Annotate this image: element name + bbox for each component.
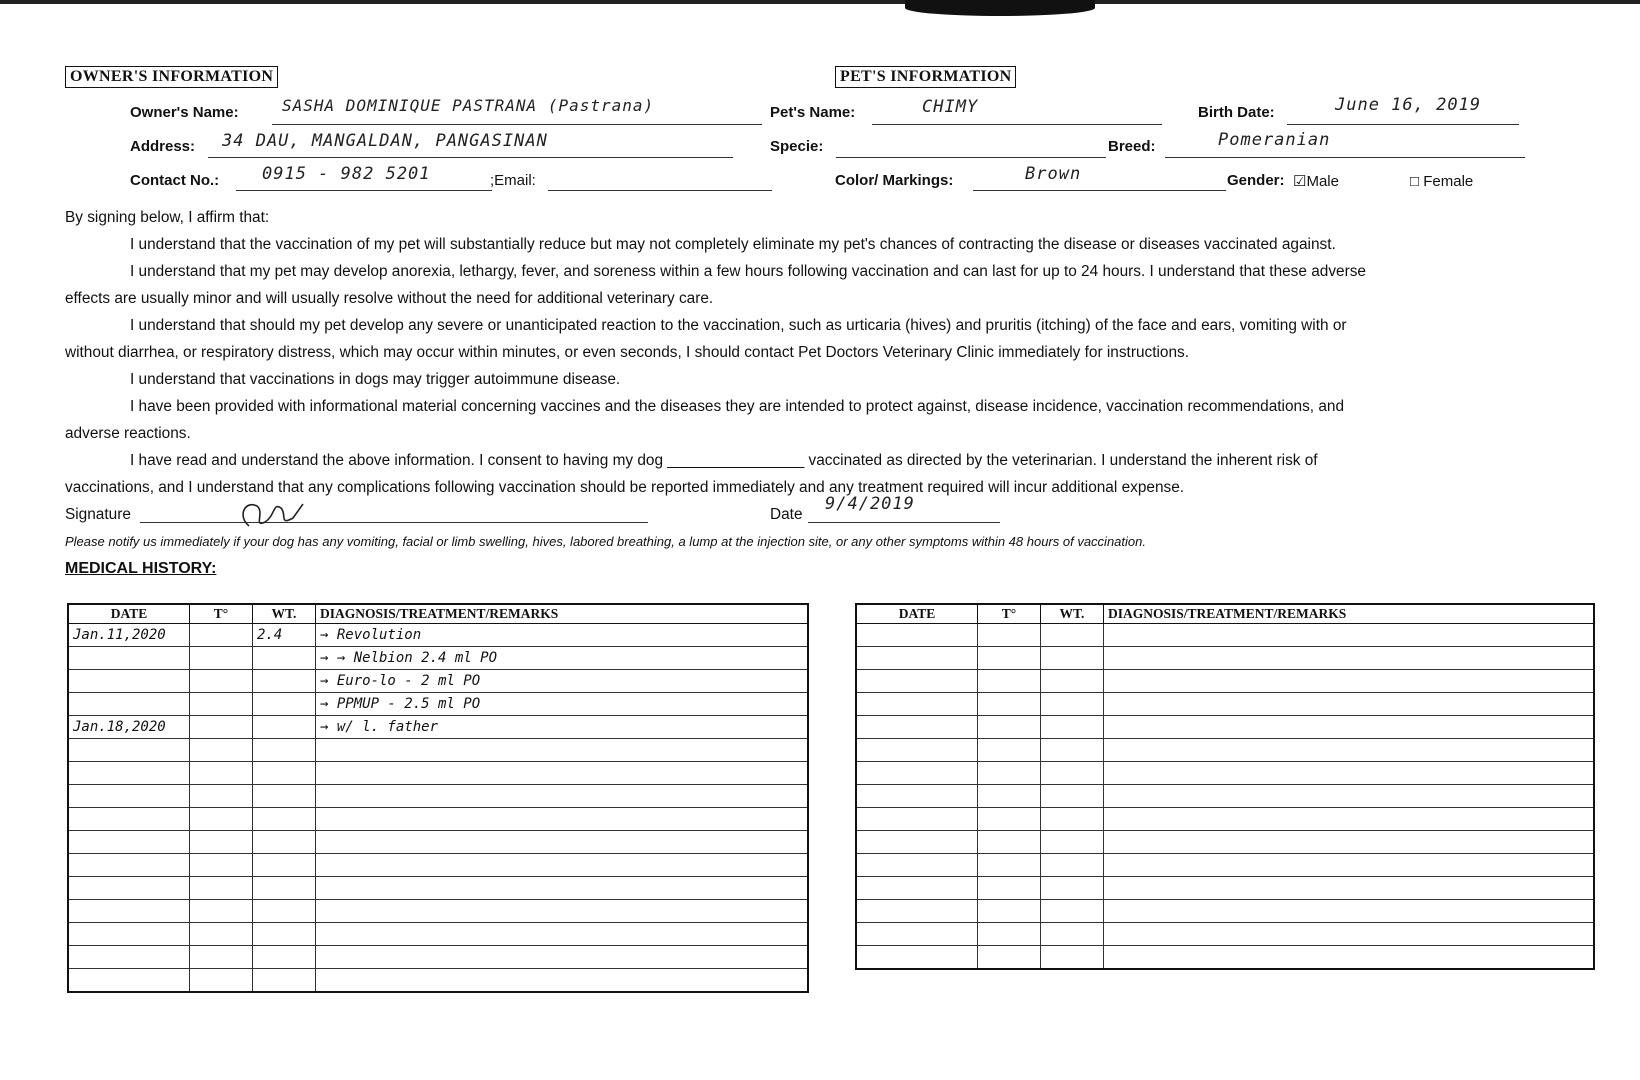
cell-date[interactable] [68, 854, 190, 877]
table-row [68, 831, 808, 854]
table-row [856, 739, 1594, 762]
cell-date[interactable] [856, 785, 978, 808]
cell-temperature[interactable] [978, 762, 1041, 785]
cell-diagnosis[interactable]: → Revolution [316, 624, 809, 647]
table-row [856, 670, 1594, 693]
table-row [68, 946, 808, 969]
cell-diagnosis[interactable] [1104, 739, 1595, 762]
header-weight: WT. [1041, 604, 1104, 624]
cell-temperature[interactable] [190, 647, 253, 670]
cell-weight[interactable] [1041, 739, 1104, 762]
table-row [856, 808, 1594, 831]
consent-paragraph-6b: vaccinations, and I understand that any complications following vaccination should be reported immediately and any treatment required will incur additional expense. [65, 479, 1185, 496]
cell-weight[interactable] [253, 831, 316, 854]
cell-weight[interactable] [1041, 647, 1104, 670]
cell-temperature[interactable] [190, 762, 253, 785]
consent-paragraph-5a: I have been provided with informational material concerning vaccines and the diseases they are intended to protect against, disease incidence, vaccination recommendations, and [130, 398, 1345, 415]
cell-temperature[interactable] [978, 923, 1041, 946]
cell-temperature[interactable] [190, 946, 253, 969]
cell-weight[interactable] [1041, 923, 1104, 946]
scan-artifact [905, 0, 1095, 16]
scan-edge [0, 0, 1640, 4]
cell-date[interactable] [856, 670, 978, 693]
cell-diagnosis[interactable] [316, 808, 809, 831]
table-row [68, 900, 808, 923]
cell-weight[interactable] [1041, 831, 1104, 854]
cell-diagnosis[interactable] [316, 739, 809, 762]
cell-date[interactable] [856, 693, 978, 716]
pet-name-value[interactable]: CHIMY [922, 97, 979, 117]
cell-date[interactable] [856, 831, 978, 854]
cell-weight[interactable] [1041, 808, 1104, 831]
table-row [68, 785, 808, 808]
table-header-row [68, 604, 808, 624]
cell-diagnosis[interactable] [1104, 877, 1595, 900]
cell-date[interactable] [68, 670, 190, 693]
cell-temperature[interactable] [978, 670, 1041, 693]
cell-weight[interactable] [1041, 854, 1104, 877]
cell-weight[interactable] [253, 900, 316, 923]
cell-temperature[interactable] [190, 854, 253, 877]
cell-diagnosis[interactable] [1104, 693, 1595, 716]
table-row [856, 716, 1594, 739]
cell-date[interactable] [856, 716, 978, 739]
header-temperature: T° [190, 604, 253, 624]
cell-temperature[interactable] [978, 808, 1041, 831]
cell-weight[interactable] [253, 739, 316, 762]
cell-diagnosis[interactable]: → → Nelbion 2.4 ml PO [316, 647, 809, 670]
cell-temperature[interactable] [978, 877, 1041, 900]
cell-diagnosis[interactable]: → PPMUP - 2.5 ml PO [316, 693, 809, 716]
notify-note: Please notify us immediately if your dog has any vomiting, facial or limb swelling, hives, labored breathing, a lump at the injection site, or any other symptoms within 48 hours of vaccination. [65, 534, 1146, 549]
cell-temperature[interactable] [190, 877, 253, 900]
signature-date-value[interactable]: 9/4/2019 [825, 494, 915, 514]
cell-weight[interactable]: 2.4 [253, 624, 316, 647]
cell-weight[interactable] [1041, 624, 1104, 647]
pet-name-label: Pet's Name: [770, 104, 856, 121]
cell-date[interactable] [68, 900, 190, 923]
cell-weight[interactable] [253, 946, 316, 969]
cell-weight[interactable] [253, 969, 316, 993]
email-line [548, 190, 772, 191]
cell-date[interactable] [68, 923, 190, 946]
header-date: DATE [856, 604, 978, 624]
cell-diagnosis[interactable] [1104, 946, 1595, 970]
email-label: ;Email: [490, 172, 536, 189]
cell-temperature[interactable] [978, 716, 1041, 739]
table-row [68, 762, 808, 785]
cell-weight[interactable] [253, 670, 316, 693]
cell-temperature[interactable] [978, 854, 1041, 877]
consent-paragraph-1: I understand that the vaccination of my pet will substantially reduce but may not completely eliminate my pet's chances of contracting the disease or diseases vaccinated against. [130, 236, 1336, 253]
cell-weight[interactable] [253, 762, 316, 785]
specie-line [836, 157, 1106, 158]
cell-diagnosis[interactable] [1104, 923, 1595, 946]
cell-date[interactable] [856, 877, 978, 900]
consent-paragraph-2b: effects are usually minor and will usually resolve without the need for additional veterinary care. [65, 290, 714, 307]
cell-temperature[interactable] [190, 624, 253, 647]
cell-date[interactable] [856, 762, 978, 785]
cell-temperature[interactable] [190, 785, 253, 808]
birth-date-value[interactable]: June 16, 2019 [1335, 95, 1482, 115]
consent-paragraph-6a: I have read and understand the above information. I consent to having my dog ________________ vaccinated as directed by the veterinarian. I understand the inherent risk of [130, 452, 1318, 469]
cell-date[interactable] [856, 624, 978, 647]
cell-weight[interactable] [1041, 670, 1104, 693]
consent-intro: By signing below, I affirm that: [65, 209, 270, 226]
cell-weight[interactable] [253, 808, 316, 831]
cell-temperature[interactable] [190, 739, 253, 762]
cell-date[interactable] [68, 808, 190, 831]
cell-weight[interactable] [253, 785, 316, 808]
table-row [68, 739, 808, 762]
address-label: Address: [130, 138, 196, 155]
color-markings-label: Color/ Markings: [835, 172, 954, 189]
cell-diagnosis[interactable] [316, 923, 809, 946]
header-diagnosis: DIAGNOSIS/TREATMENT/REMARKS [316, 604, 809, 624]
cell-weight[interactable] [253, 693, 316, 716]
table-row [856, 946, 1594, 970]
address-line [208, 157, 733, 158]
address-value[interactable]: 34 DAU, MANGALDAN, PANGASINAN [222, 131, 548, 151]
table-row [68, 693, 808, 716]
cell-diagnosis[interactable] [316, 785, 809, 808]
table-row [68, 854, 808, 877]
medical-history-title: MEDICAL HISTORY: [65, 560, 217, 577]
table-row [68, 877, 808, 900]
birth-date-label: Birth Date: [1198, 104, 1275, 121]
date-label: Date [770, 506, 803, 523]
table-row [856, 624, 1594, 647]
cell-diagnosis[interactable] [316, 877, 809, 900]
cell-date[interactable] [68, 946, 190, 969]
cell-date[interactable] [856, 647, 978, 670]
breed-label: Breed: [1108, 138, 1156, 155]
cell-weight[interactable] [253, 923, 316, 946]
signature-label: Signature [65, 506, 131, 523]
cell-diagnosis[interactable] [1104, 854, 1595, 877]
cell-diagnosis[interactable] [1104, 624, 1595, 647]
cell-date[interactable] [68, 785, 190, 808]
cell-diagnosis[interactable] [316, 831, 809, 854]
owner-section-title: OWNER'S INFORMATION [65, 66, 278, 88]
cell-temperature[interactable] [190, 808, 253, 831]
gender-female-option[interactable]: □ Female [1410, 173, 1474, 190]
owner-name-label: Owner's Name: [130, 104, 239, 121]
cell-diagnosis[interactable] [1104, 808, 1595, 831]
contact-value[interactable]: 0915 - 982 5201 [262, 164, 431, 184]
cell-diagnosis[interactable] [316, 969, 809, 993]
table-row [856, 693, 1594, 716]
cell-temperature[interactable] [978, 900, 1041, 923]
color-markings-value[interactable]: Brown [1025, 164, 1082, 184]
signature-scribble[interactable] [235, 496, 305, 534]
cell-weight[interactable] [1041, 900, 1104, 923]
cell-temperature[interactable] [190, 693, 253, 716]
specie-label: Specie: [770, 138, 824, 155]
medical-history-table-left [67, 603, 809, 993]
table-row [856, 647, 1594, 670]
cell-temperature[interactable] [190, 969, 253, 993]
cell-temperature[interactable] [978, 739, 1041, 762]
cell-diagnosis[interactable]: → w/ l. father [316, 716, 809, 739]
cell-weight[interactable] [1041, 716, 1104, 739]
table-row [856, 762, 1594, 785]
breed-line [1165, 157, 1525, 158]
cell-weight[interactable] [1041, 693, 1104, 716]
table-header-row [856, 604, 1594, 624]
cell-temperature[interactable] [978, 785, 1041, 808]
cell-temperature[interactable] [190, 670, 253, 693]
cell-date[interactable] [856, 739, 978, 762]
cell-diagnosis[interactable] [316, 762, 809, 785]
cell-weight[interactable] [253, 716, 316, 739]
owner-name-value[interactable]: SASHA DOMINIQUE PASTRANA (Pastrana) [282, 96, 655, 115]
table-row [856, 877, 1594, 900]
table-row [68, 923, 808, 946]
cell-weight[interactable] [1041, 762, 1104, 785]
table-row [68, 624, 808, 647]
pet-name-line [872, 124, 1162, 125]
cell-weight[interactable] [253, 854, 316, 877]
contact-line [236, 190, 492, 191]
cell-diagnosis[interactable] [1104, 785, 1595, 808]
consent-paragraph-4: I understand that vaccinations in dogs may trigger autoimmune disease. [130, 371, 621, 388]
cell-date[interactable] [68, 647, 190, 670]
cell-weight[interactable] [253, 647, 316, 670]
medical-history-table-right [855, 603, 1595, 970]
contact-label: Contact No.: [130, 172, 220, 189]
table-row [856, 923, 1594, 946]
cell-diagnosis[interactable] [1104, 716, 1595, 739]
table-row [68, 808, 808, 831]
cell-date[interactable] [856, 808, 978, 831]
consent-paragraph-2a: I understand that my pet may develop anorexia, lethargy, fever, and soreness within a few hours following vaccination and can last for up to 24 hours. I understand that these adverse [130, 263, 1366, 280]
date-line [808, 522, 1000, 523]
header-weight: WT. [253, 604, 316, 624]
cell-weight[interactable] [1041, 785, 1104, 808]
cell-date[interactable] [68, 877, 190, 900]
cell-date[interactable] [856, 854, 978, 877]
cell-date[interactable] [68, 693, 190, 716]
cell-date[interactable]: Jan.18,2020 [68, 716, 190, 739]
color-markings-line [973, 190, 1226, 191]
cell-diagnosis[interactable] [316, 854, 809, 877]
consent-paragraph-3b: without diarrhea, or respiratory distress, which may occur within minutes, or even seconds, I should contact Pet Doctors Veterinary Clinic immediately for instructions. [65, 344, 1189, 361]
gender-label: Gender: [1227, 172, 1285, 189]
cell-date[interactable]: Jan.11,2020 [68, 624, 190, 647]
cell-diagnosis[interactable]: → Euro-lo - 2 ml PO [316, 670, 809, 693]
cell-weight[interactable] [1041, 877, 1104, 900]
cell-temperature[interactable] [978, 693, 1041, 716]
header-diagnosis: DIAGNOSIS/TREATMENT/REMARKS [1104, 604, 1595, 624]
consent-paragraph-3a: I understand that should my pet develop any severe or unanticipated reaction to the vaccination, such as urticaria (hives) and pruritis (itching) of the face and ears, vomiting with or [130, 317, 1347, 334]
birth-date-line [1287, 124, 1519, 125]
cell-temperature[interactable] [190, 900, 253, 923]
table-row [856, 831, 1594, 854]
table-row [68, 716, 808, 739]
cell-date[interactable] [68, 739, 190, 762]
cell-date[interactable] [68, 762, 190, 785]
gender-male-option[interactable]: ☑Male [1293, 173, 1339, 190]
table-row [856, 854, 1594, 877]
cell-date[interactable] [68, 831, 190, 854]
cell-diagnosis[interactable] [1104, 831, 1595, 854]
cell-temperature[interactable] [190, 716, 253, 739]
cell-diagnosis[interactable] [316, 946, 809, 969]
table-row [68, 969, 808, 993]
cell-temperature[interactable] [978, 831, 1041, 854]
header-temperature: T° [978, 604, 1041, 624]
cell-diagnosis[interactable] [1104, 670, 1595, 693]
cell-date[interactable] [856, 900, 978, 923]
table-row [68, 670, 808, 693]
table-row [68, 647, 808, 670]
cell-temperature[interactable] [978, 647, 1041, 670]
table-row [856, 785, 1594, 808]
cell-diagnosis[interactable] [1104, 647, 1595, 670]
owner-name-line [272, 124, 762, 125]
cell-diagnosis[interactable] [1104, 762, 1595, 785]
cell-weight[interactable] [253, 877, 316, 900]
cell-temperature[interactable] [190, 923, 253, 946]
cell-temperature[interactable] [978, 946, 1041, 970]
cell-temperature[interactable] [190, 831, 253, 854]
cell-date[interactable] [856, 946, 978, 970]
consent-paragraph-5b: adverse reactions. [65, 425, 191, 442]
breed-value[interactable]: Pomeranian [1218, 130, 1331, 150]
header-date: DATE [68, 604, 190, 624]
cell-diagnosis[interactable] [1104, 900, 1595, 923]
cell-date[interactable] [856, 923, 978, 946]
table-row [856, 900, 1594, 923]
cell-diagnosis[interactable] [316, 900, 809, 923]
signature-line [140, 522, 648, 523]
cell-weight[interactable] [1041, 946, 1104, 970]
cell-date[interactable] [68, 969, 190, 993]
cell-temperature[interactable] [978, 624, 1041, 647]
pet-section-title: PET'S INFORMATION [835, 66, 1016, 88]
